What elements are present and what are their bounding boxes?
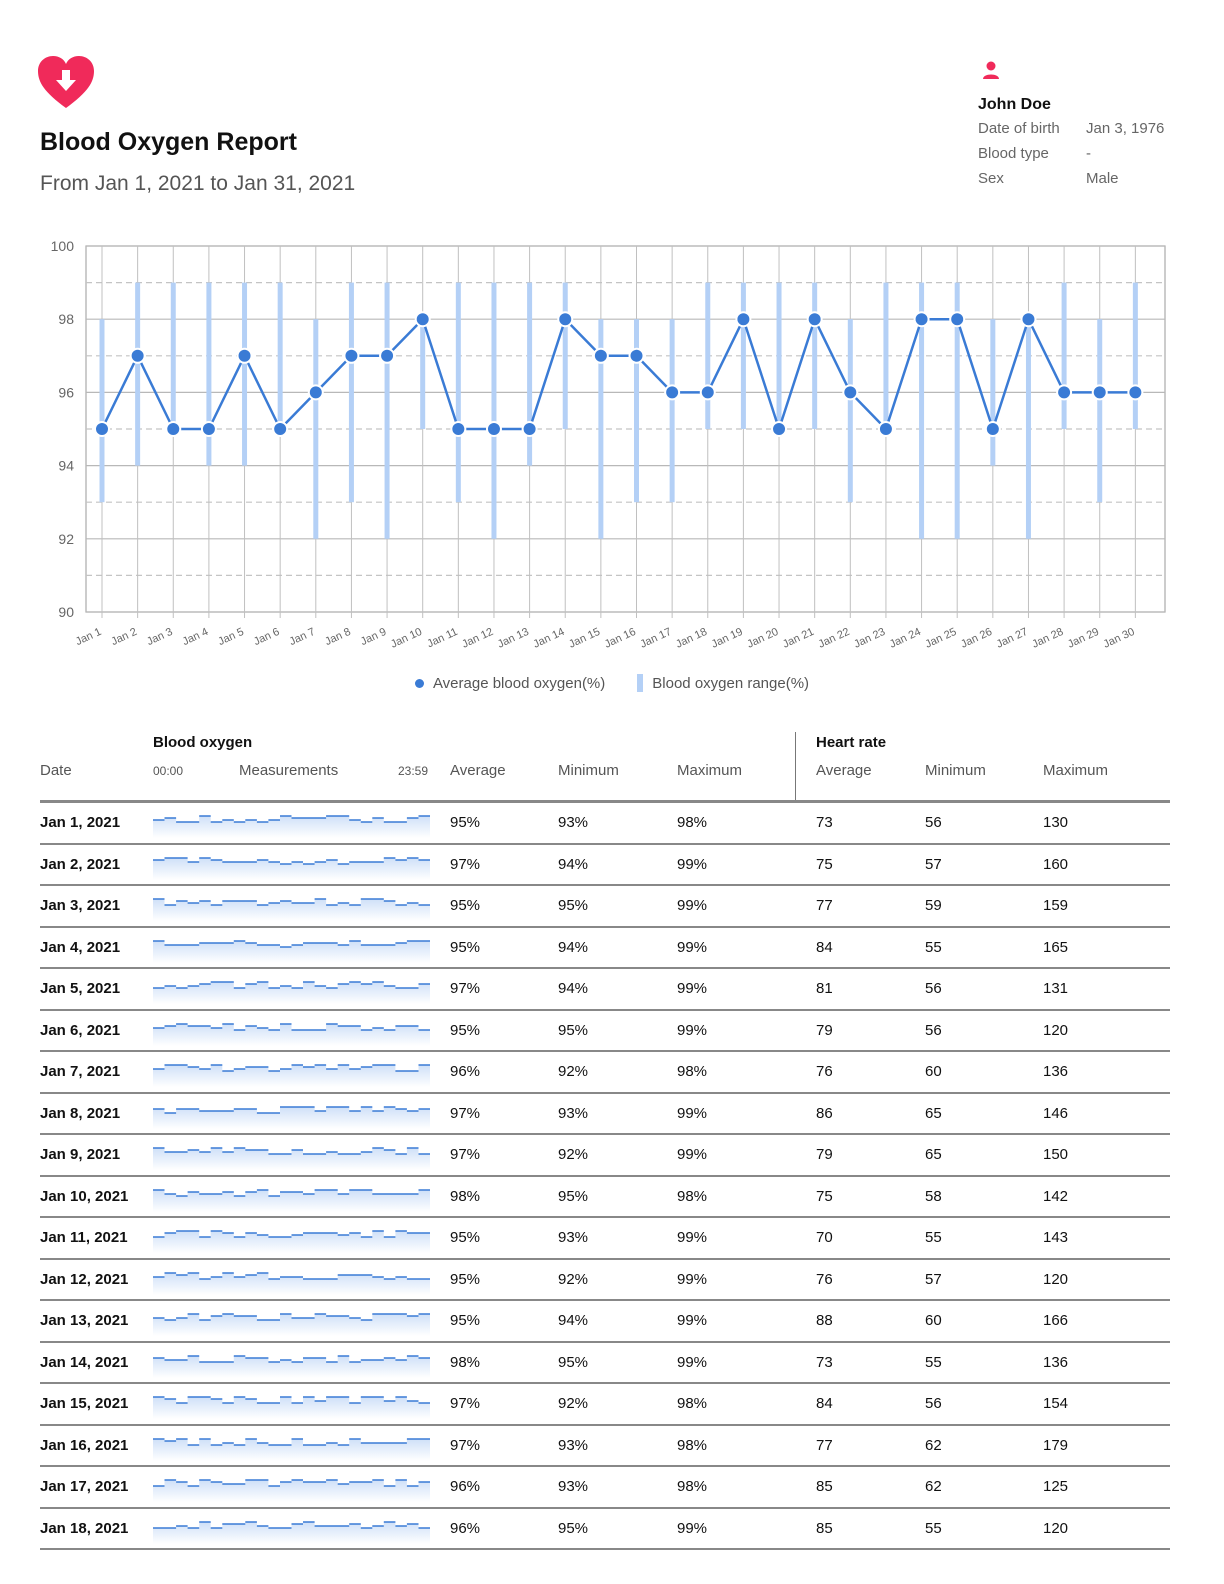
- cell-date: Jan 5, 2021: [40, 980, 121, 997]
- cell-bo-minimum: 93%: [558, 1104, 589, 1122]
- average-point: [1021, 312, 1035, 326]
- range-bar: [278, 283, 283, 429]
- info-label: Blood type: [978, 145, 1049, 162]
- table-row: [40, 803, 1170, 845]
- cell-hr-average: 77: [816, 1436, 833, 1454]
- cell-bo-maximum: 99%: [677, 1146, 708, 1163]
- cell-hr-minimum: 62: [925, 1478, 942, 1495]
- cell-bo-average: 97%: [450, 1146, 481, 1163]
- cell-date: Jan 11, 2021: [40, 1229, 128, 1246]
- cell-bo-average: 95%: [450, 1312, 481, 1329]
- info-row-blood-type: [978, 145, 1178, 164]
- cell-date: Jan 8, 2021: [40, 1104, 121, 1122]
- x-tick-label: Jan 18: [674, 625, 710, 651]
- cell-date: Jan 6, 2021: [40, 1021, 121, 1039]
- table-row: [40, 1218, 1170, 1260]
- header-divider: [795, 732, 796, 800]
- cell-bo-minimum: 93%: [558, 1478, 589, 1495]
- cell-bo-average: 97%: [450, 1395, 481, 1412]
- average-point: [630, 349, 644, 363]
- average-point: [1128, 385, 1142, 399]
- x-tick-label: Jan 7: [287, 625, 318, 649]
- measurement-sparkline: [153, 1103, 430, 1129]
- cell-hr-minimum: 56: [925, 814, 942, 831]
- cell-date: Jan 9, 2021: [40, 1146, 121, 1163]
- cell-bo-maximum: 98%: [677, 1436, 708, 1454]
- range-bar: [135, 283, 140, 466]
- cell-hr-maximum: 146: [1043, 1104, 1069, 1122]
- measurement-sparkline: [153, 1269, 430, 1295]
- x-tick-label: Jan 6: [251, 625, 282, 649]
- table-row: [40, 1260, 1170, 1302]
- x-tick-label: Jan 29: [1065, 625, 1102, 651]
- x-tick-label: Jan 20: [745, 625, 781, 651]
- table-row: [40, 1177, 1170, 1219]
- measurement-sparkline: [153, 1518, 430, 1544]
- table-row: [40, 1094, 1170, 1136]
- average-point: [523, 422, 537, 436]
- cell-bo-minimum: 93%: [558, 1436, 589, 1454]
- x-tick-label: Jan 17: [638, 625, 674, 651]
- cell-hr-maximum: 136: [1043, 1063, 1069, 1080]
- range-bar: [385, 283, 390, 539]
- cell-date: Jan 13, 2021: [40, 1312, 129, 1329]
- cell-bo-minimum: 95%: [558, 1353, 589, 1371]
- measurement-sparkline: [153, 1352, 430, 1378]
- measurement-sparkline: [153, 937, 430, 963]
- cell-date: Jan 12, 2021: [40, 1270, 129, 1288]
- cell-bo-average: 98%: [450, 1187, 481, 1205]
- x-tick-label: Jan 1: [73, 625, 104, 649]
- y-tick-label: 92: [58, 530, 74, 547]
- cell-hr-maximum: 120: [1043, 1270, 1069, 1288]
- cell-date: Jan 15, 2021: [40, 1395, 129, 1412]
- average-point: [1057, 385, 1071, 399]
- measurement-sparkline: [153, 1061, 430, 1087]
- x-tick-label: Jan 26: [959, 625, 995, 651]
- measurement-sparkline: [153, 854, 430, 880]
- col-header-time-start: 00:00: [153, 764, 184, 778]
- measurement-sparkline: [153, 1435, 430, 1461]
- cell-hr-average: 73: [816, 814, 833, 831]
- y-tick-label: 96: [58, 384, 74, 401]
- col-header-time-end: 23:59: [398, 764, 429, 778]
- col-header-hr-maximum: Maximum: [1043, 762, 1109, 779]
- range-bar: [527, 283, 532, 466]
- x-tick-label: Jan 21: [780, 625, 816, 651]
- group-header-heart-rate: Heart rate: [816, 734, 887, 751]
- table-row: [40, 1301, 1170, 1343]
- cell-bo-average: 97%: [450, 980, 481, 997]
- average-line: [102, 319, 1135, 429]
- x-tick-label: Jan 15: [567, 625, 603, 651]
- patient-info: [978, 60, 1178, 189]
- cell-hr-average: 79: [816, 1146, 833, 1163]
- table-row: [40, 845, 1170, 887]
- table-row: [40, 1135, 1170, 1177]
- range-bar: [705, 283, 710, 429]
- cell-hr-average: 76: [816, 1270, 833, 1288]
- range-bar: [1133, 283, 1138, 429]
- average-point: [808, 312, 822, 326]
- cell-bo-maximum: 99%: [677, 1104, 708, 1122]
- x-tick-label: Jan 16: [602, 625, 638, 651]
- cell-bo-maximum: 99%: [677, 1519, 708, 1537]
- cell-bo-maximum: 99%: [677, 980, 708, 997]
- cell-bo-maximum: 99%: [677, 1353, 708, 1371]
- table-row: [40, 1343, 1170, 1385]
- patient-name: John Doe: [978, 96, 1051, 113]
- cell-bo-average: 95%: [450, 938, 481, 956]
- average-point: [238, 349, 252, 363]
- range-bar: [812, 283, 817, 429]
- cell-hr-maximum: 131: [1043, 980, 1069, 997]
- cell-hr-maximum: 120: [1043, 1021, 1069, 1039]
- range-bar: [1062, 283, 1067, 429]
- cell-bo-average: 96%: [450, 1519, 481, 1537]
- cell-hr-minimum: 56: [925, 1021, 942, 1039]
- average-point: [915, 312, 929, 326]
- cell-date: Jan 2, 2021: [40, 855, 121, 873]
- blood-oxygen-chart: [40, 232, 1180, 662]
- cell-bo-minimum: 92%: [558, 1146, 589, 1163]
- cell-bo-maximum: 98%: [677, 1395, 708, 1412]
- range-bar: [313, 319, 318, 539]
- measurement-sparkline: [153, 1144, 430, 1170]
- cell-hr-average: 75: [816, 1187, 833, 1205]
- range-bar: [634, 319, 639, 502]
- range-bar: [990, 319, 995, 465]
- table-row: [40, 969, 1170, 1011]
- cell-hr-maximum: 179: [1043, 1436, 1069, 1454]
- cell-bo-average: 96%: [450, 1478, 481, 1495]
- cell-hr-average: 79: [816, 1021, 833, 1039]
- cell-bo-minimum: 95%: [558, 897, 589, 914]
- average-point: [451, 422, 465, 436]
- x-tick-label: Jan 19: [709, 625, 745, 651]
- cell-hr-maximum: 130: [1043, 814, 1069, 831]
- cell-hr-average: 77: [816, 897, 833, 914]
- cell-bo-minimum: 92%: [558, 1270, 589, 1288]
- average-point: [344, 349, 358, 363]
- cell-date: Jan 4, 2021: [40, 938, 121, 956]
- range-bar: [491, 283, 496, 539]
- table-body: [40, 800, 1170, 1550]
- cell-bo-maximum: 99%: [677, 938, 708, 956]
- cell-hr-minimum: 60: [925, 1063, 942, 1080]
- cell-hr-minimum: 59: [925, 897, 942, 914]
- cell-hr-minimum: 65: [925, 1146, 942, 1163]
- average-point: [380, 349, 394, 363]
- cell-bo-maximum: 99%: [677, 855, 708, 873]
- range-bar: [100, 319, 105, 502]
- legend-item-range: [637, 674, 809, 692]
- cell-hr-minimum: 57: [925, 1270, 942, 1288]
- cell-bo-maximum: 99%: [677, 897, 708, 914]
- info-value: Jan 3, 1976: [1086, 120, 1165, 137]
- cell-bo-maximum: 98%: [677, 814, 708, 831]
- chart-legend: [0, 674, 1224, 692]
- cell-hr-minimum: 62: [925, 1436, 942, 1454]
- col-header-bo-maximum: Maximum: [677, 762, 743, 779]
- cell-date: Jan 1, 2021: [40, 814, 121, 831]
- cell-hr-average: 86: [816, 1104, 833, 1122]
- cell-hr-minimum: 60: [925, 1312, 942, 1329]
- table-row: [40, 1052, 1170, 1094]
- report-title: Blood Oxygen Report: [40, 128, 297, 156]
- col-header-bo-average: Average: [450, 762, 506, 779]
- x-tick-label: Jan 8: [323, 625, 353, 649]
- daily-table: [40, 728, 1170, 1550]
- cell-hr-minimum: 55: [925, 938, 942, 956]
- x-tick-label: Jan 2: [109, 625, 139, 649]
- info-row-sex: [978, 170, 1178, 189]
- col-header-hr-average: Average: [816, 762, 872, 779]
- range-bar: [420, 319, 425, 429]
- cell-hr-minimum: 65: [925, 1104, 942, 1122]
- x-tick-label: Jan 23: [852, 625, 888, 651]
- table-row: [40, 1384, 1170, 1426]
- measurement-sparkline: [153, 978, 430, 1004]
- cell-bo-average: 95%: [450, 897, 481, 914]
- x-tick-label: Jan 14: [531, 625, 567, 651]
- cell-bo-minimum: 94%: [558, 938, 589, 956]
- range-bar: [242, 283, 247, 466]
- cell-date: Jan 14, 2021: [40, 1353, 129, 1371]
- average-point: [1093, 385, 1107, 399]
- average-point: [665, 385, 679, 399]
- x-tick-label: Jan 12: [460, 625, 496, 651]
- range-bar: [777, 283, 782, 429]
- x-tick-label: Jan 27: [994, 625, 1030, 651]
- cell-hr-average: 85: [816, 1478, 833, 1495]
- average-point: [558, 312, 572, 326]
- cell-bo-maximum: 98%: [677, 1063, 708, 1080]
- cell-bo-average: 95%: [450, 1229, 481, 1246]
- group-header-blood-oxygen: Blood oxygen: [153, 734, 253, 751]
- cell-bo-average: 95%: [450, 1021, 481, 1039]
- table-row: [40, 886, 1170, 928]
- cell-date: Jan 7, 2021: [40, 1063, 121, 1080]
- cell-bo-minimum: 94%: [558, 980, 589, 997]
- table-row: [40, 1467, 1170, 1509]
- legend-label-range: Blood oxygen range(%): [652, 674, 810, 692]
- average-point: [95, 422, 109, 436]
- col-header-hr-minimum: Minimum: [925, 762, 986, 779]
- x-tick-label: Jan 9: [358, 625, 389, 649]
- cell-hr-maximum: 165: [1043, 938, 1069, 956]
- average-point: [487, 422, 501, 436]
- cell-bo-average: 98%: [450, 1353, 481, 1371]
- average-point: [736, 312, 750, 326]
- measurement-sparkline: [153, 1186, 430, 1212]
- average-point: [772, 422, 786, 436]
- info-label: Sex: [978, 170, 1004, 187]
- x-tick-label: Jan 22: [816, 625, 852, 651]
- average-point: [166, 422, 180, 436]
- cell-hr-average: 70: [816, 1229, 833, 1246]
- y-tick-label: 98: [58, 311, 74, 328]
- cell-hr-minimum: 58: [925, 1187, 942, 1205]
- table-row: [40, 1426, 1170, 1468]
- cell-hr-average: 75: [816, 855, 833, 873]
- cell-bo-minimum: 92%: [558, 1395, 589, 1412]
- average-point: [202, 422, 216, 436]
- cell-hr-minimum: 56: [925, 980, 942, 997]
- cell-bo-maximum: 99%: [677, 1312, 708, 1329]
- cell-bo-average: 95%: [450, 814, 481, 831]
- cell-hr-average: 73: [816, 1353, 833, 1371]
- cell-hr-minimum: 55: [925, 1353, 942, 1371]
- x-tick-label: Jan 25: [923, 625, 959, 651]
- cell-bo-minimum: 93%: [558, 1229, 589, 1246]
- average-point: [309, 385, 323, 399]
- cell-hr-average: 88: [816, 1312, 833, 1329]
- average-point: [594, 349, 608, 363]
- cell-hr-average: 84: [816, 1395, 833, 1412]
- x-tick-label: Jan 24: [887, 625, 923, 651]
- info-row-dob: [978, 120, 1178, 139]
- average-point: [843, 385, 857, 399]
- cell-bo-average: 97%: [450, 855, 481, 873]
- col-header-measurements: Measurements: [239, 762, 339, 779]
- range-bar: [456, 283, 461, 503]
- measurement-sparkline: [153, 1310, 430, 1336]
- col-header-bo-minimum: Minimum: [558, 762, 619, 779]
- cell-bo-minimum: 94%: [558, 855, 589, 873]
- cell-hr-minimum: 55: [925, 1229, 942, 1246]
- cell-hr-maximum: 136: [1043, 1353, 1069, 1371]
- cell-hr-minimum: 57: [925, 855, 942, 873]
- cell-bo-maximum: 98%: [677, 1478, 708, 1495]
- average-point: [131, 349, 145, 363]
- range-bar: [670, 319, 675, 502]
- measurement-sparkline: [153, 1227, 430, 1253]
- x-tick-label: Jan 30: [1101, 625, 1137, 651]
- heart-download-icon: [38, 56, 94, 110]
- cell-bo-average: 96%: [450, 1063, 481, 1080]
- cell-bo-maximum: 98%: [677, 1187, 708, 1205]
- cell-hr-average: 85: [816, 1519, 833, 1537]
- col-header-date: Date: [40, 762, 72, 779]
- info-value: Male: [1086, 170, 1119, 187]
- range-bar: [741, 283, 746, 429]
- info-value: -: [1086, 145, 1091, 162]
- measurement-sparkline: [153, 812, 430, 838]
- range-bar: [848, 319, 853, 502]
- cell-hr-average: 76: [816, 1063, 833, 1080]
- legend-label-average: Average blood oxygen(%): [432, 674, 606, 692]
- cell-bo-minimum: 92%: [558, 1063, 589, 1080]
- table-row: [40, 928, 1170, 970]
- cell-bo-maximum: 99%: [677, 1270, 708, 1288]
- cell-bo-minimum: 95%: [558, 1021, 589, 1039]
- cell-bo-maximum: 99%: [677, 1021, 708, 1039]
- cell-hr-maximum: 150: [1043, 1146, 1069, 1163]
- legend-dot-icon: [415, 679, 424, 688]
- range-bar: [206, 283, 211, 466]
- cell-bo-maximum: 99%: [677, 1229, 708, 1246]
- legend-bar-icon: [637, 674, 643, 692]
- cell-hr-maximum: 120: [1043, 1519, 1069, 1537]
- cell-hr-average: 84: [816, 938, 833, 956]
- cell-date: Jan 3, 2021: [40, 897, 121, 914]
- cell-bo-minimum: 94%: [558, 1312, 589, 1329]
- average-point: [879, 422, 893, 436]
- report-subtitle: From Jan 1, 2021 to Jan 31, 2021: [40, 172, 356, 195]
- average-point: [273, 422, 287, 436]
- person-icon: [980, 60, 1002, 82]
- average-point: [416, 312, 430, 326]
- cell-date: Jan 10, 2021: [40, 1187, 129, 1205]
- cell-hr-average: 81: [816, 980, 833, 997]
- x-tick-label: Jan 3: [145, 625, 175, 649]
- measurement-sparkline: [153, 1393, 430, 1419]
- cell-hr-maximum: 160: [1043, 855, 1069, 873]
- cell-bo-minimum: 93%: [558, 814, 589, 831]
- x-tick-label: Jan 28: [1030, 625, 1066, 651]
- cell-date: Jan 17, 2021: [40, 1478, 129, 1495]
- range-bar: [563, 283, 568, 429]
- cell-hr-maximum: 166: [1043, 1312, 1069, 1329]
- x-tick-label: Jan 13: [495, 625, 531, 651]
- cell-hr-maximum: 159: [1043, 897, 1069, 914]
- average-point: [986, 422, 1000, 436]
- info-label: Date of birth: [978, 120, 1060, 137]
- x-tick-label: Jan 11: [425, 625, 460, 651]
- cell-hr-minimum: 55: [925, 1519, 942, 1537]
- x-tick-label: Jan 10: [388, 625, 424, 651]
- average-point: [701, 385, 715, 399]
- cell-hr-maximum: 142: [1043, 1187, 1069, 1205]
- y-tick-label: 90: [58, 604, 74, 620]
- y-tick-label: 100: [50, 238, 74, 254]
- cell-bo-minimum: 95%: [558, 1187, 589, 1205]
- average-point: [950, 312, 964, 326]
- range-bar: [1026, 319, 1031, 539]
- cell-bo-average: 97%: [450, 1436, 481, 1454]
- range-bar: [171, 283, 176, 429]
- table-row: [40, 1011, 1170, 1053]
- x-tick-label: Jan 4: [180, 625, 211, 649]
- cell-hr-maximum: 154: [1043, 1395, 1069, 1412]
- cell-bo-average: 95%: [450, 1270, 481, 1288]
- range-bar: [349, 283, 354, 503]
- table-header: [40, 728, 1170, 800]
- cell-date: Jan 16, 2021: [40, 1436, 129, 1454]
- legend-item-average: [415, 674, 605, 692]
- measurement-sparkline: [153, 895, 430, 921]
- range-bar: [883, 283, 888, 429]
- range-bar: [1097, 319, 1102, 502]
- cell-bo-average: 97%: [450, 1104, 481, 1122]
- cell-hr-maximum: 143: [1043, 1229, 1069, 1246]
- cell-hr-maximum: 125: [1043, 1478, 1069, 1495]
- measurement-sparkline: [153, 1476, 430, 1502]
- x-tick-label: Jan 5: [216, 625, 246, 649]
- cell-bo-minimum: 95%: [558, 1519, 589, 1537]
- cell-date: Jan 18, 2021: [40, 1519, 129, 1537]
- y-tick-label: 94: [58, 457, 74, 474]
- cell-hr-minimum: 56: [925, 1395, 942, 1412]
- table-row: [40, 1509, 1170, 1551]
- measurement-sparkline: [153, 1020, 430, 1046]
